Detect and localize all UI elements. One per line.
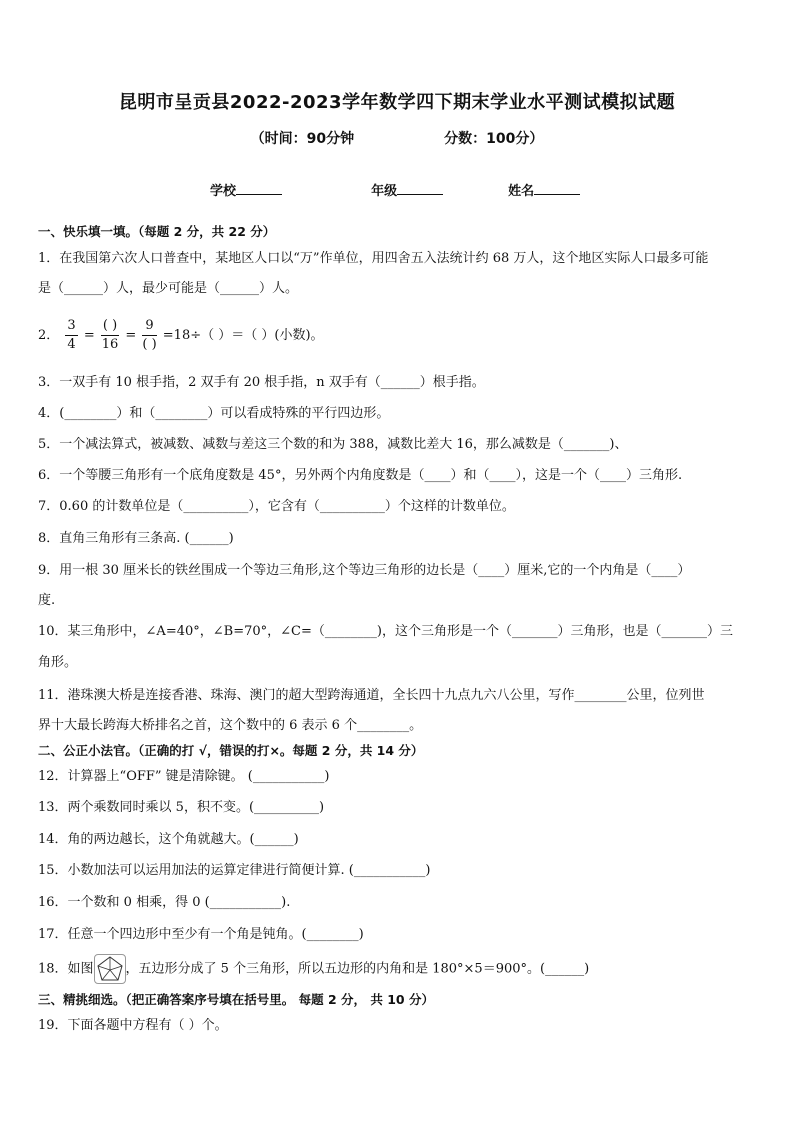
- total-score: 分数：100分）: [444, 131, 544, 147]
- student-info: [210, 180, 580, 199]
- fraction-3-4: [65, 317, 77, 354]
- fraction-denominator: 4: [67, 337, 76, 352]
- school-label: 学校: [210, 184, 237, 199]
- question-18-prefix: 18．如图: [38, 961, 94, 977]
- question-15: 15．小数加法可以运用加法的运算定律进行简便计算. (___________): [38, 863, 431, 878]
- equals-sign: =: [125, 328, 137, 343]
- grade-blank: [397, 182, 443, 195]
- question-7: 7．0.60 的计数单位是（__________），它含有（__________）个这样的计数单位。: [38, 499, 515, 514]
- question-9-line2: 度.: [38, 593, 56, 608]
- fraction-denominator: ( ): [142, 337, 157, 352]
- page-title: 昆明市呈贡县2022-2023学年数学四下期末学业水平测试模拟试题: [118, 92, 676, 113]
- question-17: 17．任意一个四边形中至少有一个角是钝角。(________): [38, 927, 364, 942]
- question-2-number: 2．: [38, 328, 60, 343]
- question-11-line2: 界十大最长跨海大桥排名之首，这个数中的 6 表示 6 个________。: [38, 718, 423, 733]
- time-limit: （时间：90分钟: [250, 131, 355, 147]
- section3-heading: 三、精挑细选。（把正确答案序号填在括号里。 每题 2 分， 共 10 分）: [38, 992, 434, 1007]
- name-label: 姓名: [508, 184, 535, 199]
- question-4: 4．(________）和（________）可以看成特殊的平行四边形。: [38, 406, 390, 421]
- pentagon-figure: [94, 954, 126, 984]
- question-11-line1: 11．港珠澳大桥是连接香港、珠海、澳门的超大型跨海通道，全长四十九点九六八公里，写作________公里，位列世: [38, 688, 705, 703]
- question-2: [38, 316, 758, 356]
- question-14: 14．角的两边越长，这个角就越大。(______): [38, 832, 299, 847]
- exam-meta: [0, 128, 794, 148]
- question-3: 3．一双手有 10 根手指，2 双手有 20 根手指，n 双手有（______）根手指。: [38, 375, 485, 390]
- fraction-denominator: 16: [101, 337, 119, 352]
- question-19: 19．下面各题中方程有（ ）个。: [38, 1018, 228, 1033]
- grade-label: 年级: [371, 184, 398, 199]
- question-6: 6．一个等腰三角形有一个底角度数是 45°，另外两个内角度数是（____）和（____），这是一个（____）三角形.: [38, 468, 683, 483]
- fraction-numerator: 9: [142, 317, 156, 336]
- question-1-line1: 1．在我国第六次人口普查中，某地区人口以“万”作单位，用四舍五入法统计约 68 万人，这个地区实际人口最多可能: [38, 251, 709, 266]
- question-12: 12．计算器上“OFF” 键是清除键。 (___________): [38, 769, 330, 784]
- question-8: 8．直角三角形有三条高. (______): [38, 531, 234, 546]
- section1-heading: 一、快乐填一填。（每题 2 分，共 22 分）: [38, 224, 276, 239]
- name-blank: [534, 182, 580, 195]
- question-18-rest: ，五边形分成了 5 个三角形，所以五边形的内角和是 180°×5＝900°。(______): [125, 961, 590, 977]
- fraction-blank-16: [101, 317, 119, 354]
- equals-sign: =: [83, 328, 95, 343]
- question-10-line1: 10．某三角形中，∠A=40°，∠B=70°，∠C=（________)，这个三角形是一个（_______）三角形，也是（_______）三: [38, 624, 733, 639]
- fraction-9-blank: [142, 317, 156, 354]
- question-5: 5．一个减法算式，被减数、减数与差这三个数的和为 388，减数比差大 16，那么减数是（_______)、: [38, 437, 628, 452]
- question-16: 16．一个数和 0 相乘，得 0 (___________).: [38, 895, 291, 910]
- question-2-rest: =18÷（ ）＝（ ）(小数)。: [162, 328, 324, 343]
- fraction-numerator: ( ): [101, 317, 119, 336]
- question-10-line2: 角形。: [38, 655, 78, 670]
- question-9-line1: 9．用一根 30 厘米长的铁丝围成一个等边三角形,这个等边三角形的边长是（____）厘米,它的一个内角是（____）: [38, 563, 691, 578]
- pentagon-icon: [95, 955, 125, 983]
- fraction-numerator: 3: [65, 317, 77, 336]
- question-13: 13．两个乘数同时乘以 5，积不变。(__________): [38, 800, 325, 815]
- section2-heading: 二、公正小法官。（正确的打 √，错误的打×。每题 2 分，共 14 分）: [38, 743, 424, 758]
- question-18: [38, 954, 758, 985]
- school-blank: [236, 182, 282, 195]
- question-1-line2: 是（______）人，最少可能是（______）人。: [38, 281, 299, 296]
